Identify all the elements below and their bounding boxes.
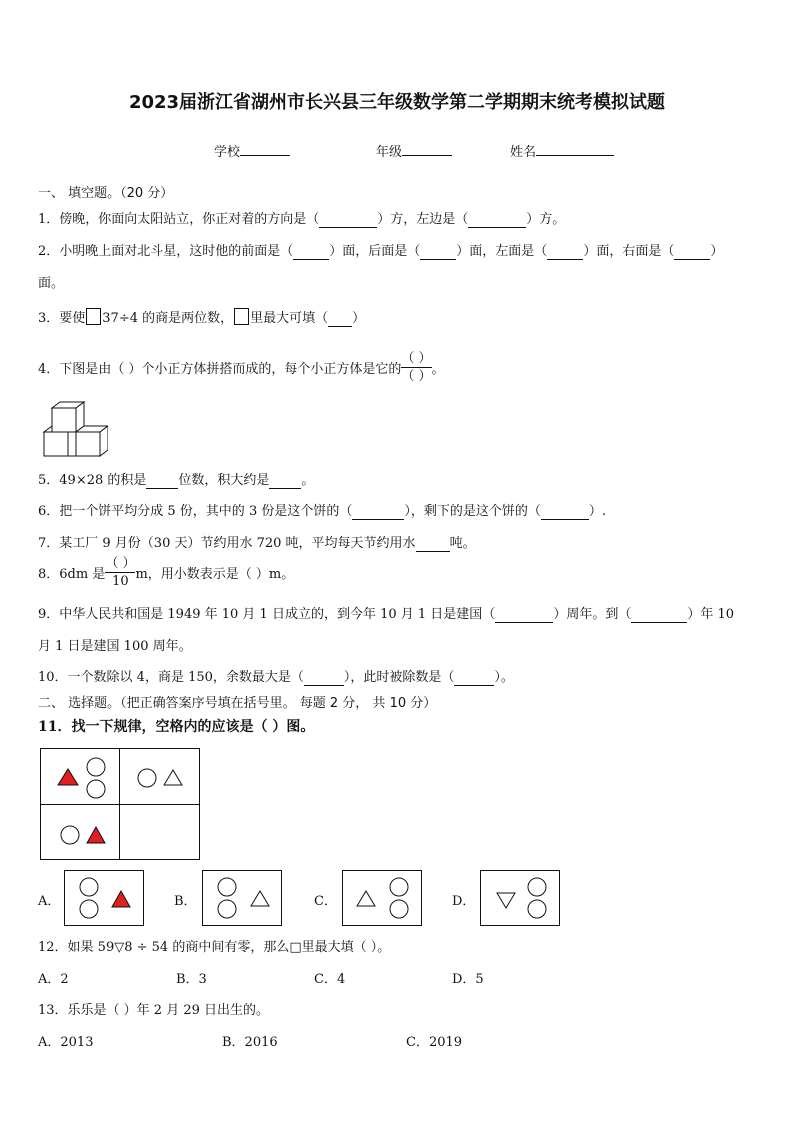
q4-numerator: （ ） [401,351,432,366]
question-13: 13．乐乐是（ ）年 2 月 29 日出生的。 [38,1003,270,1018]
q9-blank-1[interactable] [495,607,553,623]
page-title: 2023届浙江省湖州市长兴县三年级数学第二学期期末统考模拟试题 [128,92,666,113]
q10-blank-1[interactable] [304,670,344,686]
q11-option-d[interactable] [480,870,560,926]
q11-option-b-label[interactable]: B． [174,894,197,909]
q7-text-a: 7．某工厂 9 月份（30 天）节约用水 720 吨，平均每天节约用水 [38,536,416,551]
inverted-triangle-icon [497,893,515,908]
q1-text-b: ）方，左边是（ [377,212,469,227]
q9-continuation: 月 1 日是建国 100 周年。 [38,639,192,654]
question-4 [38,350,445,385]
grid-cell-1 [41,749,119,803]
circle-icon [138,769,156,787]
question-11: 11．找一下规律，空格内的应该是（ ）图。 [38,719,315,735]
circle-icon [87,780,105,798]
school-field [214,141,290,160]
triangle-icon [164,770,182,785]
question-7 [38,532,476,552]
q5-text-a: 5．49×28 的积是 [38,473,147,488]
q10-text-c: ）。 [494,670,514,685]
question-10 [38,666,514,686]
grid-cell-empty[interactable] [120,805,198,859]
question-1 [38,208,565,228]
grade-blank[interactable] [402,141,452,156]
grid-cell-3 [41,805,119,859]
circle-icon [528,878,546,896]
q7-blank[interactable] [416,536,450,552]
circle-icon [80,878,98,896]
q2-text-d: ）面，右面是（ [583,244,675,259]
question-8 [38,555,294,590]
q2-text-b: ）面，后面是（ [329,244,421,259]
q13-option-b[interactable]: B．2016 [222,1035,278,1050]
q2-blank-4[interactable] [674,244,710,260]
section-one-heading: 一、 填空题。（20 分） [38,186,174,201]
q8-text-b: m，用小数表示是（ ）m。 [135,567,295,582]
q3-text-c: 里最大可填（ [250,311,329,326]
circle-icon [218,878,236,896]
question-6 [38,500,606,520]
question-5 [38,469,314,489]
q12-option-c[interactable]: C．4 [314,972,346,987]
q11-option-d-label[interactable]: D． [452,894,476,909]
circle-icon [80,900,98,918]
q8-numerator: （ ） [105,556,136,571]
q5-text-c: 。 [301,473,315,488]
q3-text-a: 3．要使 [38,311,86,326]
q11-option-a-label[interactable]: A． [38,894,61,909]
q8-text-a: 8．6dm 是 [38,567,106,582]
q11-option-b[interactable] [202,870,282,926]
q7-text-b: 吨。 [449,536,476,551]
q11-pattern-grid [40,748,200,860]
grade-field [376,141,452,160]
q11-option-c[interactable] [342,870,422,926]
q2-text-a: 2．小明晚上面对北斗星，这时他的前面是（ [38,244,294,259]
triangle-icon [357,891,375,906]
q5-text-b: 位数，积大约是 [178,473,270,488]
question-12: 12．如果 59▽8 ÷ 54 的商中间有零，那么□里最大填（ ）。 [38,940,391,955]
circle-icon [390,900,408,918]
q9-text-b: ）周年。到（ [553,607,632,622]
q3-text-b: 37÷4 的商是两位数， [102,311,234,326]
q12-option-b[interactable]: B．3 [176,972,207,987]
school-blank[interactable] [240,141,290,156]
q3-blank[interactable] [328,311,352,327]
q8-fraction[interactable] [105,555,135,590]
q5-blank-2[interactable] [269,473,301,489]
q10-text-b: ），此时被除数是（ [343,670,455,685]
question-3 [38,307,365,327]
q10-blank-2[interactable] [454,670,494,686]
q9-blank-2[interactable] [631,607,687,623]
q1-blank-2[interactable] [468,212,526,228]
q9-text-a: 9．中华人民共和国是 1949 年 10 月 1 日成立的，到今年 10 月 1 日是建国（ [38,607,496,622]
q3-text-d: ） [352,311,366,326]
q2-text-c: ）面，左面是（ [456,244,548,259]
circle-icon [218,900,236,918]
q6-blank-2[interactable] [541,504,589,520]
circle-icon [87,758,105,776]
q2-continuation: 面。 [38,276,65,291]
q11-option-a[interactable] [64,870,144,926]
question-9 [38,603,734,623]
grid-cell-2 [120,749,198,803]
triangle-icon [251,891,269,906]
q1-text-a: 1．傍晚，你面向太阳站立，你正对着的方向是（ [38,212,320,227]
name-field [510,141,614,160]
circle-icon [61,826,79,844]
q13-option-c[interactable]: C．2019 [406,1035,463,1050]
q10-text-a: 10．一个数除以 4，商是 150，余数最大是（ [38,670,304,685]
section-two-heading: 二、 选择题。（把正确答案序号填在括号里。 每题 2 分， 共 10 分） [38,696,437,711]
q13-option-a[interactable]: A．2013 [38,1035,94,1050]
q1-text-c: ）方。 [526,212,566,227]
q2-blank-2[interactable] [420,244,456,260]
q8-denominator: 10 [105,572,135,590]
q11-option-c-label[interactable]: C． [314,894,337,909]
q12-option-d[interactable]: D．5 [452,972,484,987]
q2-text-e: ） [710,244,724,259]
name-blank[interactable] [536,141,614,156]
grade-label: 年级 [376,145,403,160]
q4-text-end: 。 [431,362,445,377]
q6-text-c: ）. [588,504,606,519]
q4-denominator: （ ） [401,369,432,384]
q6-text-a: 6．把一个饼平均分成 5 份，其中的 3 份是这个饼的（ [38,504,353,519]
q3-box-2[interactable] [234,308,249,325]
q2-blank-1[interactable] [293,244,329,260]
red-triangle-icon [87,827,105,843]
question-2 [38,240,723,260]
q3-box-1[interactable] [86,308,101,325]
q1-blank-1[interactable] [319,212,377,228]
circle-icon [528,900,546,918]
q12-option-a[interactable]: A．2 [38,972,69,987]
school-label: 学校 [214,145,241,160]
q4-fraction[interactable] [401,350,431,385]
q2-blank-3[interactable] [547,244,583,260]
q6-blank-1[interactable] [352,504,404,520]
red-triangle-icon [112,891,130,907]
name-label: 姓名 [510,145,537,160]
q6-text-b: ），剩下的是这个饼的（ [404,504,541,519]
q4-text-a: 4．下图是由（ ）个小正方体拼搭而成的，每个小正方体是它的 [38,362,402,377]
circle-icon [390,878,408,896]
cube-stack-figure [40,400,108,458]
q5-blank-1[interactable] [146,473,178,489]
q9-text-c: ）年 10 [687,607,735,622]
red-triangle-icon [58,769,78,785]
